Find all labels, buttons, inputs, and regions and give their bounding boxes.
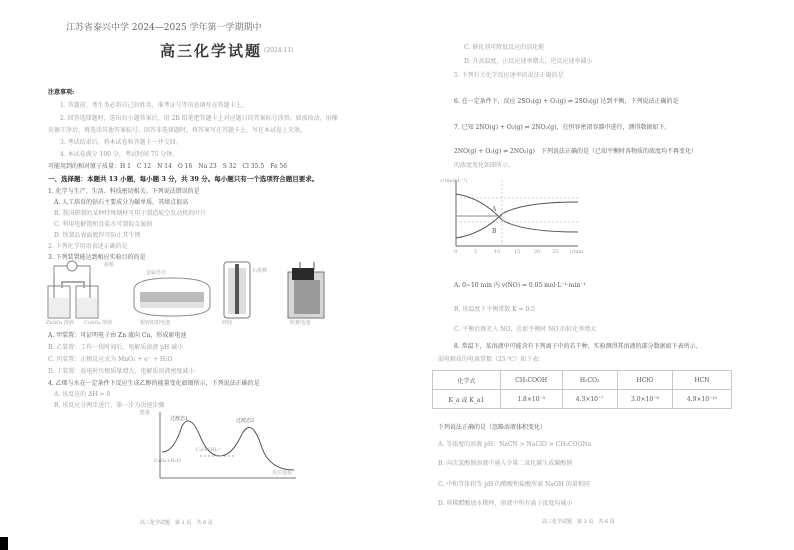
option-line: B. 乙装置：工作一段时间后，电解质溶液 pH 减小 (48, 344, 184, 351)
concentration-graph (442, 176, 582, 260)
figure-label: 锌筒 (222, 320, 233, 326)
table-cell: 1.8×10⁻⁵ (500, 390, 562, 409)
figure-label: ZnSO₄ 溶液 (46, 320, 74, 326)
question-line: A. 该反应的 ΔH > 0 (54, 391, 111, 398)
exam-header: 江苏省泰兴中学 2024—2025 学年第一学期期中 (66, 23, 262, 33)
option-line: C. 中和等体积等 pH 的醋酸和盐酸所需 NaOH 的量相同 (438, 481, 590, 488)
table-cell: K_a 或 K_a1 (433, 390, 501, 409)
table-cell: 4.3×10⁻⁷ (562, 390, 617, 409)
notice-line: 4. 本试卷满分 100 分，考试时间 75 分钟。 (60, 151, 179, 158)
graph-tick-label: 10 (494, 249, 501, 255)
question-line: 的浓度变化如图所示。 (454, 162, 515, 169)
question-line: B. 我国研制的某种特殊钢材可用于制造航空发动机的叶片 (54, 210, 207, 217)
question-line: C. 催化剂可降低反应的活化能 (464, 44, 545, 51)
graph-tick-label: 25 (552, 249, 559, 255)
question-line: 7. 已知 2NO(g) + O₂(g) ⇌ 2NO₂(g)，在恒容密闭容器中进行，测得数据如下。 (454, 124, 671, 131)
lead-battery-figure (288, 262, 324, 318)
graph-ylabel: c/(mol·L⁻¹) (440, 178, 468, 184)
figure-label: 盐桥 (104, 262, 115, 268)
question-line: 2. 下列化学用语表述正确的是 (48, 243, 128, 250)
option-line: B. 向次氯酸钠溶液中通入少量二氧化碳生成碳酸钠 (438, 460, 573, 467)
question-line: B. 该反应分两步进行，第一步为决速步骤 (54, 402, 165, 409)
button-cell-figure (134, 278, 210, 316)
table-cell: H₂CO₃ (562, 371, 617, 390)
graph-xlabel: 反应进程 (272, 470, 293, 476)
dry-cell-figure (224, 262, 250, 318)
table-row (433, 371, 732, 390)
galvanic-cell-figure (48, 261, 98, 318)
question-line: A. 人工培育的钻石主要成分为碳单质，其熔点很高 (54, 199, 189, 206)
option-line: D. 将稀醋酸加水稀释，溶液中所有离子浓度均减小 (438, 500, 573, 507)
graph-mid-label: C₂H₅OH₂⁺ (196, 447, 222, 453)
question-line: 6. 在一定条件下，反应 2SO₂(g) + O₂(g) ⇌ 2SO₃(g) 达到平衡，下列说法正确的是 (454, 98, 679, 105)
figure-label: 铅蓄电池 (290, 320, 311, 326)
question-line: 1. 化学与生产、生活、科技密切相关。下列说法错误的是 (48, 188, 200, 195)
section-one-heading: 一、选择题：本题共 13 小题，每小题 3 分，共 39 分。每小题只有一个选项符合题目要求。 (48, 175, 319, 183)
option-line: C. 平衡后再充入 NO，达新平衡时 NO 的转化率增大 (454, 326, 597, 333)
notice-heading: 注意事项: (48, 89, 75, 96)
figure-label: 银锌纽扣电池 (140, 320, 171, 326)
question-line: 2NO(g) + O₂(g) ⇌ 2NO₂(g) 下列说法正确的是（已知平衡时各物质的浓度均不再变化） (454, 148, 697, 155)
exam-page-right (402, 0, 794, 550)
graph-tick-label: 0 (454, 249, 458, 255)
table-cell: 化学式 (433, 371, 501, 390)
graph-xlabel: t/min (570, 249, 584, 255)
figure-label: 金属外壳 (146, 270, 167, 276)
option-line: A. 等浓度的溶液 pH：NaCN > NaClO > CH₃COONa (438, 441, 592, 448)
notice-line: 1. 答题前，考生务必将自己的姓名、准考证号等信息填写在答题卡上。 (60, 102, 248, 109)
question-line: D. 升高温度，正反应速率增大，逆反应速率减小 (464, 58, 593, 65)
scan-corner-marker (0, 537, 8, 550)
page-footer: 高三化学试题 第 2 页 共 6 页 (542, 519, 615, 525)
table-row (433, 390, 732, 409)
graph-point-label: A (492, 206, 497, 213)
graph-start-label: C₂H₄+H₂O (154, 458, 181, 464)
exam-page-left (0, 0, 392, 550)
notice-line: 皮擦干净后，再选涂其他答案标号。回答非选择题时，将答案写在答题卡上，写在本试卷上无效。 (48, 127, 307, 134)
notice-line: 2. 回答选择题时，选出每小题答案后，用 2B 铅笔把答题卡上对应题目的答案标号涂黑。如需改动，用橡 (60, 115, 338, 122)
option-line: A. 甲装置：可证明电子由 Zn 流向 Cu，形成原电池 (48, 332, 187, 339)
table-cell: 3.0×10⁻⁸ (617, 390, 672, 409)
question-line: 8. 常温下，某溶液中可能含有下列离子中的若干种，实验测得其溶液的部分数据如下表所示。 (454, 343, 702, 350)
option-line: D. 丁装置：放电时负极质量增大，电解质溶液密度减小 (48, 368, 195, 375)
table-cell: HCN (672, 371, 731, 390)
atomic-masses: 可能用到的相对原子质量：H 1 C 12 N 14 O 16 Na 23 S 32 Cl 35.5 Fe 56 (48, 163, 288, 170)
option-line: B. 该温度下平衡常数 K = 0.5 (454, 306, 535, 313)
page-footer: 高三化学试题 第 1 页 共 6 页 (140, 520, 213, 526)
notice-line: 3. 考试结束后，将本试卷和答题卡一并交回。 (60, 139, 182, 146)
exam-title: 高三化学试题 (160, 42, 263, 60)
table-cell: CH₃COOH (500, 371, 562, 390)
option-line: C. 丙装置：正极反应式为 MnO₂ + e⁻ + H₂O (48, 356, 173, 363)
question-line: C. 利用电解饱和食盐水可制取金属钠 (54, 221, 153, 228)
table-cell: HClO (617, 371, 672, 390)
graph-tick-label: 5 (474, 249, 478, 255)
figure-label: 石墨棒 (252, 268, 268, 274)
table-cell: 4.9×10⁻¹⁰ (672, 390, 731, 409)
graph-point-label: B (492, 228, 497, 235)
ionization-constant-table (432, 370, 732, 409)
question-line: 4. 乙烯与水在一定条件下反应生成乙醇的能量变化如图所示，下列说法正确的是 (48, 380, 260, 387)
graph-ylabel: 能量 (140, 410, 151, 416)
graph-peak-label: 过渡态2 (236, 418, 255, 424)
figure-label: CuSO₄ 溶液 (84, 320, 113, 326)
exam-date: (2024.11) (264, 47, 294, 54)
question-line: 5. 下列有关化学反应速率的说法正确的是 (454, 72, 564, 79)
question-line: 3. 下列装置能达到相应实验目的的是 (48, 254, 146, 261)
question-line: 弱电解质的电离常数（25 ℃）如下表： (438, 356, 545, 363)
option-line: A. 0~10 min 内 v(NO) = 0.05 mol·L⁻¹·min⁻¹ (454, 282, 586, 289)
graph-tick-label: 20 (534, 249, 541, 255)
question-line: 下列说法正确的是（忽略溶液体积变化） (438, 424, 547, 431)
graph-tick-label: 15 (514, 249, 521, 255)
graph-peak-label: 过渡态1 (170, 416, 189, 422)
question-line: D. 铁制品表面镀锌可防止其生锈 (54, 232, 141, 239)
